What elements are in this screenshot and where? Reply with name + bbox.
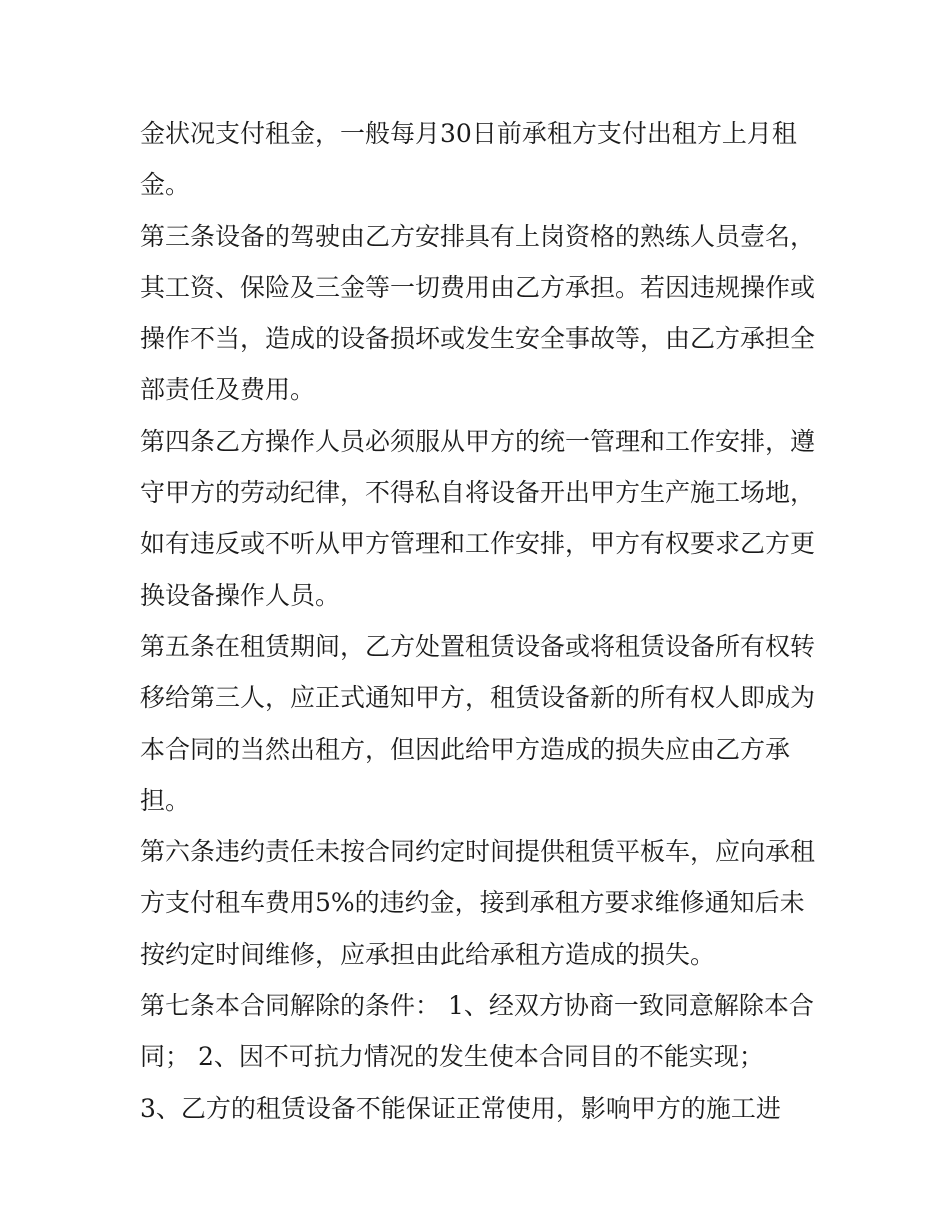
text-line: 如有违反或不听从甲方管理和工作安排，甲方有权要求乙方更 [140, 529, 816, 559]
text-line: 3、乙方的租赁设备不能保证正常使用，影响甲方的施工进 [140, 1093, 781, 1123]
text-line: 按约定时间维修，应承担由此给承租方造成的损失。 [140, 939, 716, 969]
text-line: 同； 2、因不可抗力情况的发生使本合同目的不能实现； [140, 1042, 764, 1072]
text-line: 移给第三人，应正式通知甲方，租赁设备新的所有权人即成为 [140, 683, 816, 713]
text-line: 第三条设备的驾驶由乙方安排具有上岗资格的熟练人员壹名， [140, 221, 816, 251]
text-line: 金状况支付租金，一般每月30日前承租方支付出租方上月租 [140, 119, 797, 148]
text-line: 第五条在租赁期间，乙方处置租赁设备或将租赁设备所有权转 [140, 631, 816, 661]
text-line: 本合同的当然出租方，但因此给甲方造成的损失应由乙方承 [140, 734, 791, 764]
text-line: 部责任及费用。 [140, 375, 316, 405]
text-line: 第四条乙方操作人员必须服从甲方的统一管理和工作安排，遵 [140, 426, 816, 456]
text-line: 方支付租车费用5%的违约金，接到承租方要求维修通知后未 [140, 888, 805, 918]
document-body [140, 108, 820, 1134]
text-line: 操作不当，造成的设备损坏或发生安全事故等，由乙方承担全 [140, 324, 816, 354]
text-line: 守甲方的劳动纪律，不得私自将设备开出甲方生产施工场地， [140, 478, 816, 508]
text-line: 第六条违约责任未按合同约定时间提供租赁平板车，应向承租 [140, 837, 816, 867]
text-line: 其工资、保险及三金等一切费用由乙方承担。若因违规操作或 [140, 272, 816, 302]
text-line: 金。 [140, 170, 191, 200]
text-line: 第七条本合同解除的条件： 1、经双方协商一致同意解除本合 [140, 991, 814, 1021]
text-line: 换设备操作人员。 [140, 580, 341, 610]
text-line: 担。 [140, 785, 191, 815]
